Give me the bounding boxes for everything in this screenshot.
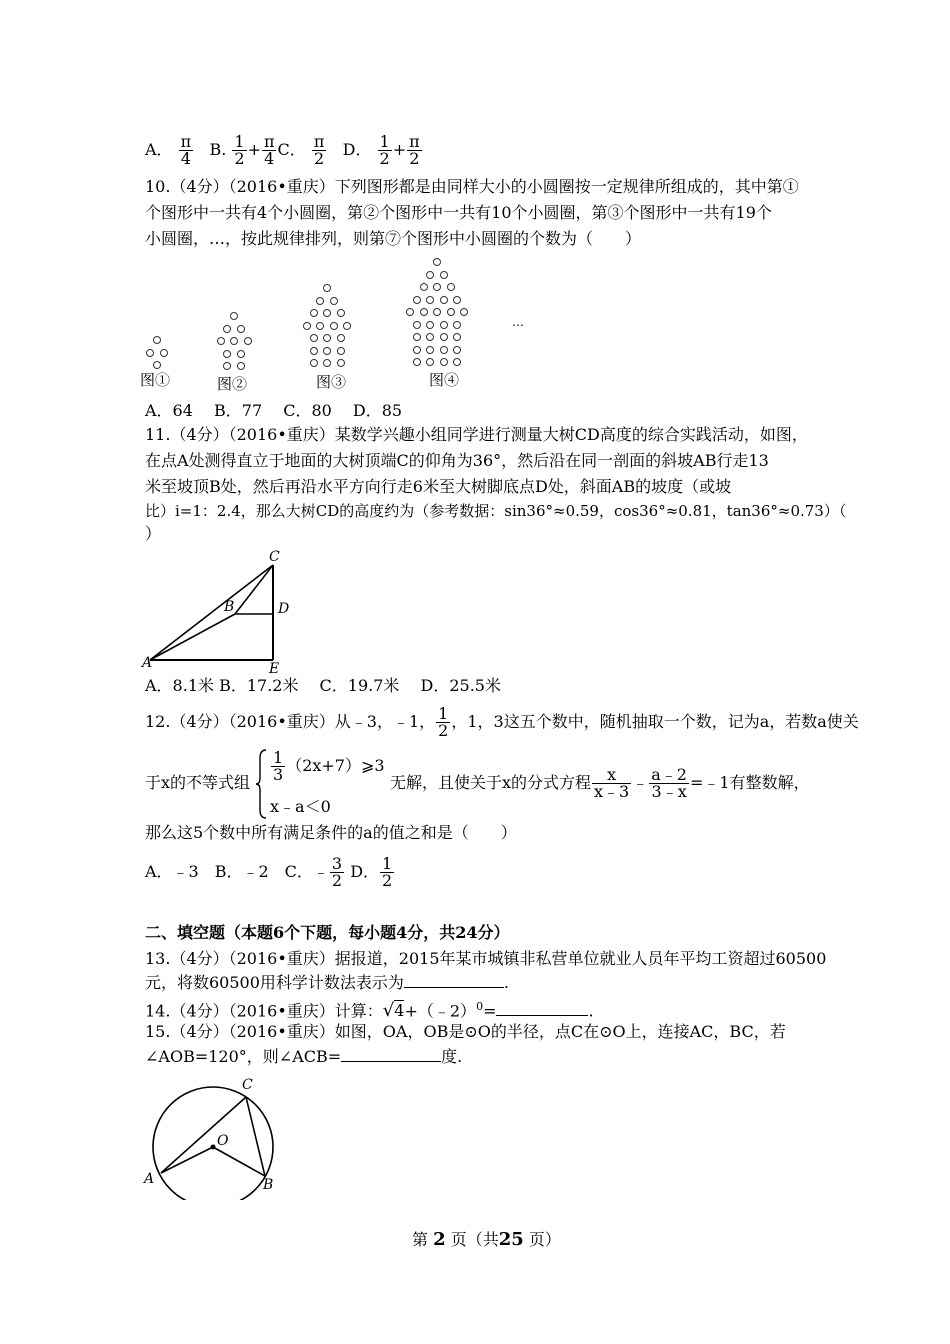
q10-small-circle [223,350,231,358]
q12-half-fraction: $\frac{1}{2}$ [438,704,449,740]
q10-small-circle [460,308,468,316]
q15-line-ac [161,1097,246,1173]
q10-figure-label-3: 图③ [316,373,347,391]
q9-option-d-label: D． [342,140,372,159]
q10-small-circle [153,336,161,344]
q10-small-circle [453,296,461,304]
q9-options: A． $\frac{\pi}{4}$ B. $\frac{1}{2}$ + $\frac{\pi}{4}$ C． $\frac{\pi}{2}$ D． $\frac{1}{2}$ + $\frac{\pi}{2}$ [145,132,420,168]
q10-small-circle [323,284,331,292]
q11-line-1: 11.（4分）（2016•重庆）某数学兴趣小组同学进行测量大树CD高度的综合实践活动，如图， [145,425,808,444]
q15-answer-blank [341,1061,441,1062]
q9-option-c-label: C． [277,140,306,159]
q10-small-circle [323,309,331,317]
q10-small-circle [426,296,434,304]
q12-line-2-rest: 无解，且使关于x的分式方程 $\frac{x}{x﹣3}$ ﹣ $\frac{a﹣2}{3﹣x}$ =﹣1有整数解， [390,765,810,801]
q12-line-2-prefix: 于x的不等式组 [145,773,251,792]
page-footer: 第 2 页（共25 页） [412,1229,561,1250]
q15-circle-o [153,1087,273,1200]
q9-option-d-fraction-1: $\frac{1}{2}$ [379,132,390,168]
q10-small-circle [337,309,345,317]
q10-small-circle [426,358,434,366]
q9-option-b-fraction-2: $\frac{\pi}{4}$ [263,132,275,168]
q10-line-2: 个图形中一共有4个小圆圈，第②个图形中一共有10个小圆圈，第③个图形中一共有19个 [145,203,772,222]
q10-small-circle [426,271,434,279]
q10-small-circle [420,283,428,291]
q15-line-2: ∠AOB=120°，则∠ACB= 度. [145,1047,463,1066]
q15-point-a: A [144,1171,155,1187]
q10-small-circle [223,362,231,370]
q11-line-4: 比）i=1：2.4，那么大树CD的高度约为（参考数据：sin36°≈0.59，cos36°≈0.81，tan36°≈0.73）（ [145,502,847,520]
q11-options: A．8.1米 B．17.2米 C．19.7米 D．25.5米 [145,676,501,695]
q10-ellipsis: … [512,315,524,329]
q15-line-bc [246,1097,265,1176]
q12-option-c-fraction: $\frac{3}{2}$ [331,854,343,890]
q10-small-circle [330,297,338,305]
q10-small-circle [426,321,434,329]
q10-small-circle [316,297,324,305]
q10-small-circle [310,334,318,342]
section-2-heading: 二、填空题（本题6个下题，每小题4分，共24分） [145,923,510,942]
q10-small-circle [433,258,441,266]
q10-small-circle [343,322,351,330]
q10-small-circle [230,312,238,320]
q12-line-3: 那么这5个数中所有满足条件的a的值之和是（ ） [145,823,517,842]
q10-figure-label-4: 图④ [429,371,460,389]
q10-small-circle [244,337,252,345]
q10-small-circle [447,283,455,291]
q9-option-a-label: A． [145,140,173,159]
q10-line-1: 10.（4分）（2016•重庆）下列图形都是由同样大小的小圆圈按一定规律所组成的，其中第① [145,177,799,196]
q14-line: 14.（4分）（2016•重庆）计算：√4+（﹣2）$^0$= . [145,1000,594,1022]
q12-fraction-a-2-over-3-x: $\frac{a﹣2}{3﹣x}$ [651,765,687,801]
q11-point-d: D [278,601,290,617]
q10-small-circle [316,322,324,330]
q15-point-o: O [217,1133,229,1149]
q10-small-circle [440,346,448,354]
q10-small-circle [406,308,414,316]
q15-line-oa [161,1147,213,1173]
q10-small-circle [447,308,455,316]
q10-small-circle [237,325,245,333]
q10-small-circle [223,325,231,333]
q10-small-circle [440,358,448,366]
q10-small-circle [237,362,245,370]
q10-small-circle [453,321,461,329]
q10-small-circle [433,308,441,316]
q11-tree-slope-diagram [140,545,300,675]
q10-small-circle [337,359,345,367]
q10-small-circle [146,349,154,357]
q14-sqrt: √4 [382,1000,405,1022]
q12-system-brace [255,748,269,820]
q10-small-circle [420,308,428,316]
q10-small-circle [426,333,434,341]
q15-center-dot [211,1145,216,1150]
q10-small-circle [453,333,461,341]
q10-figure-label-2: 图② [217,375,248,393]
q10-small-circle [426,346,434,354]
q9-option-b-label: B. [209,140,227,159]
q10-small-circle [310,309,318,317]
q10-small-circle [413,346,421,354]
q10-small-circle [453,358,461,366]
q10-small-circle [440,333,448,341]
q11-line-ac [150,565,273,660]
q12-option-d-fraction: $\frac{1}{2}$ [382,854,393,890]
q15-point-c: C [242,1077,253,1093]
q10-small-circle [453,346,461,354]
q11-line-2: 在点A处测得直立于地面的大树顶端C的仰角为36°，然后沿在同一剖面的斜坡AB行走13 [145,451,769,470]
q10-line-3: 小圆圈，…，按此规律排列，则第⑦个图形中小圆圈的个数为（ ） [145,229,642,248]
q10-small-circle [303,322,311,330]
q10-small-circle [413,296,421,304]
q10-small-circle [237,350,245,358]
q13-line-2: 元，将数60500用科学计数法表示为 . [145,973,509,992]
q10-small-circle [413,333,421,341]
q10-small-circle [323,334,331,342]
q11-point-b: B [224,599,235,615]
q11-line-5: ） [145,524,162,543]
q11-point-e: E [269,661,280,675]
q11-line-ab [150,614,235,660]
q10-small-circle [217,337,225,345]
q10-small-circle [337,347,345,355]
q9-option-a-fraction: $\frac{\pi}{4}$ [180,132,192,168]
q13-line-1: 13.（4分）（2016•重庆）据报道，2015年某市城镇非私营单位就业人员年平均工资超过60500 [145,949,827,968]
q10-small-circle [323,359,331,367]
q10-small-circle [310,359,318,367]
q15-point-b: B [263,1177,274,1193]
q10-small-circle [440,321,448,329]
q9-option-c-fraction: $\frac{\pi}{2}$ [313,132,325,168]
q10-small-circle [323,347,331,355]
q12-inequality-2: x﹣a＜0 [270,797,331,816]
q10-small-circle [433,283,441,291]
q10-options: A．64 B．77 C．80 D．85 [145,401,403,420]
q10-small-circle [413,358,421,366]
q15-line-1: 15.（4分）（2016•重庆）如图，OA，OB是⊙O的半径，点C在⊙O上，连接AC，BC，若 [145,1022,786,1041]
q9-option-b-fraction-1: $\frac{1}{2}$ [234,132,245,168]
q10-figure-label-1: 图① [140,371,171,389]
q11-line-3: 米至坡顶B处，然后再沿水平方向行走6米至大树脚底点D处，斜面AB的坡度（或坡 [145,477,732,496]
q10-small-circle [413,321,421,329]
q12-options: A．﹣3 B．﹣2 C．﹣ $\frac{3}{2}$ D． $\frac{1}{2}$ [145,854,393,890]
q12-line-1: 12.（4分）（2016•重庆）从﹣3，﹣1， $\frac{1}{2}$ ，1，3这五个数中，随机抽取一个数，记为a，若数a使关 [145,704,859,740]
q10-small-circle [160,349,168,357]
q15-circle-diagram [140,1075,290,1200]
q12-inequality-1: $\frac{1}{3}$ （2x+7）⩾3 [273,748,385,784]
q10-small-circle [440,271,448,279]
q9-option-d-fraction-2: $\frac{\pi}{2}$ [409,132,420,168]
q10-small-circle [230,337,238,345]
q10-small-circle [153,361,161,369]
q10-small-circle [330,322,338,330]
q10-small-circle [440,296,448,304]
q14-answer-blank [496,1015,588,1016]
q10-small-circle [310,347,318,355]
q15-line-ob [213,1147,265,1176]
q10-small-circle [337,334,345,342]
q13-answer-blank [404,987,504,988]
q12-fraction-x-over-x-3: $\frac{x}{x﹣3}$ [594,765,630,801]
q11-point-c: C [269,549,280,565]
q11-point-a: A [142,655,153,671]
